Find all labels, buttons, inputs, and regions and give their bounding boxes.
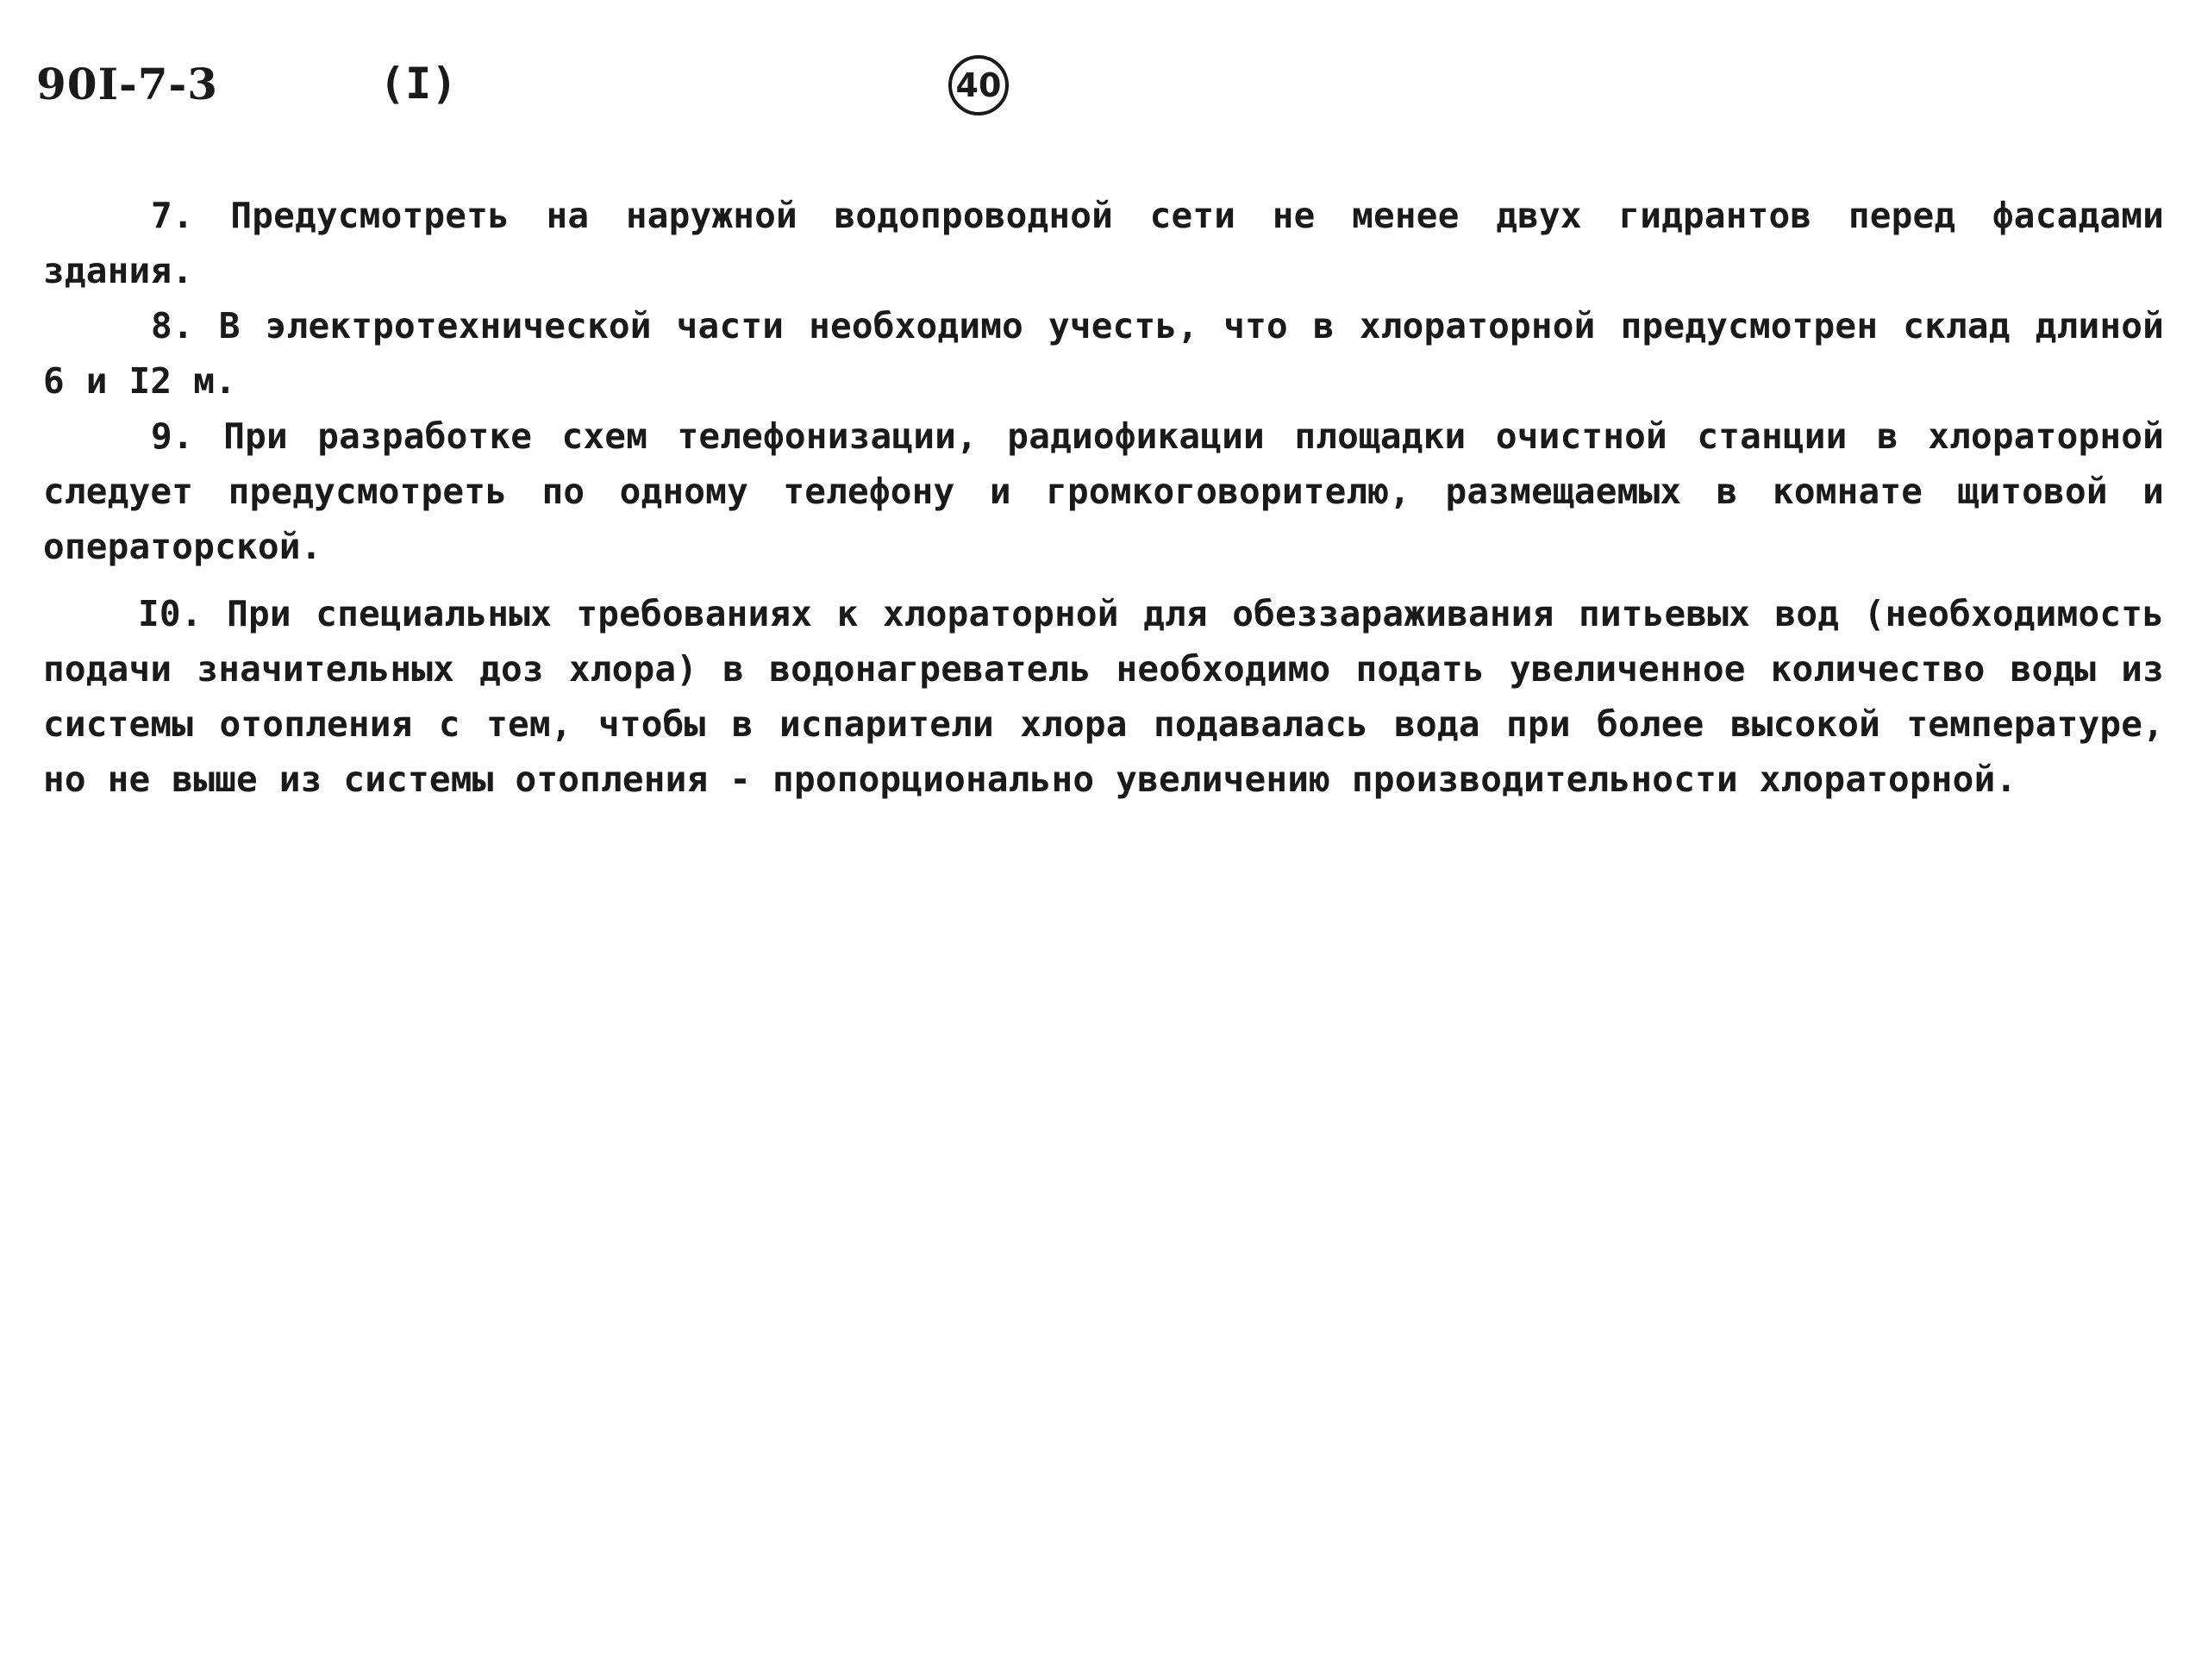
paragraph-9: 9. При разработке схем телефонизации, радиофикации площадки очистной станции в хлораторной следует предусмотреть по одному телефону и громкоговорителю, размещаемых в комнате щитовой и операторской. xyxy=(43,415,2164,567)
paragraph-7: 7. Предусмотреть на наружной водопроводной сети не менее двух гидрантов перед фасадами здания. xyxy=(43,195,2164,291)
paragraph-8: 8. В электротехнической части необходимо учесть, что в хлораторной предусмотрен склад длиной 6 и I2 м. xyxy=(43,305,2164,402)
document-code: 90I-7-3 xyxy=(36,59,219,109)
page-number: 40 xyxy=(955,66,1002,104)
document-part: (I) xyxy=(379,59,458,109)
page-number-circle xyxy=(948,55,1009,116)
paragraph-10: I0. При специальных требованиях к хлораторной для обеззараживания питьевых вод (необходимость подачи значительных доз хлора) в водонагреватель необходимо подать увеличенное количество воды из системы отопления с тем, чтобы в испарители хлора подавалась вода при более высокой температуре, но не выше из системы отопления - пропорционально увеличению производительности хлораторной. xyxy=(43,593,2164,800)
document-body xyxy=(43,188,2164,807)
